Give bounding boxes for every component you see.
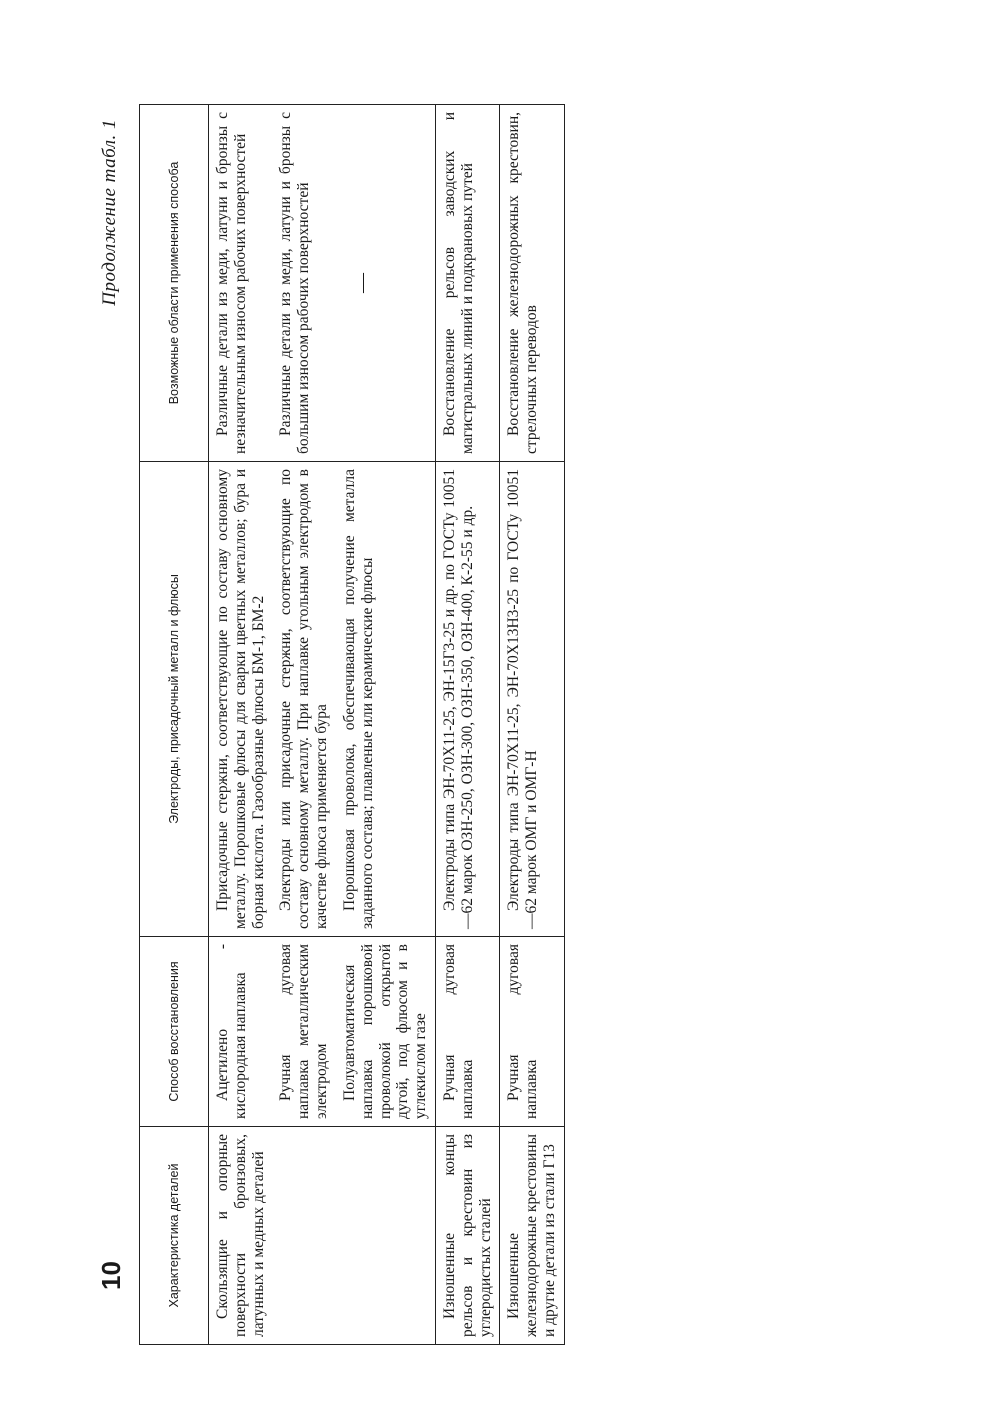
cell-application [209, 105, 273, 462]
table-header-row [140, 105, 209, 1345]
cell-method-text: Ручная дуговая наплавка [505, 944, 541, 1119]
table-row [336, 105, 436, 1345]
cell-application-dash: — [350, 273, 373, 293]
table-row [272, 105, 335, 1345]
cell-method [209, 937, 273, 1127]
cell-method-text: Полуавтоматическая наплавка порошковой проволокой открытой дугой, под флюсом и в углекислом газе [340, 944, 430, 1119]
cell-part-text: Скользящие и опорные поверхности бронзовых, латунных и медных деталей [214, 1134, 267, 1337]
cell-part-text: Изношенные концы рельсов и крестовин из углеродистых сталей [440, 1134, 494, 1337]
cell-method-text: Ацетилено - кислородная наплавка [214, 944, 249, 1119]
header-part-characteristics: Характеристика деталей [140, 1127, 209, 1345]
cell-application-text: Восстановление рельсов заводских и магистральных линий и подкрановых путей [440, 112, 476, 454]
table-row [435, 105, 499, 1345]
table-row [500, 105, 564, 1345]
cell-materials [435, 462, 499, 937]
header-restoration-method: Способ восстановления [140, 937, 209, 1127]
table-caption: Продолжение табл. 1 [99, 119, 120, 306]
rotated-table-page [95, 105, 865, 1345]
cell-materials-text: Электроды или присадочные стержни, соответствующие по составу основному металлу. При наплавке угольным электродом в качестве флюса применяется бура [277, 469, 331, 929]
cell-part [272, 1127, 335, 1345]
cell-part [336, 1127, 436, 1345]
cell-materials [336, 462, 436, 937]
cell-method [435, 937, 499, 1127]
header-electrodes-materials: Электроды, присадочный металл и флюсы [140, 462, 209, 937]
cell-method [272, 937, 335, 1127]
cell-method-text: Ручная дуговая наплавка металлическим электродом [277, 944, 331, 1119]
cell-method [336, 937, 436, 1127]
cell-application-text: Различные детали из меди, латуни и бронзы с большим износом рабочих поверхностей [277, 112, 313, 454]
cell-part-text: Изношенные железнодорожные крестовины и другие детали из стали Г13 [505, 1134, 558, 1337]
cell-part [500, 1127, 564, 1345]
cell-part [209, 1127, 273, 1345]
cell-method-text: Ручная дуговая наплавка [440, 944, 476, 1119]
materials-table [139, 104, 565, 1345]
cell-materials-text: Электроды типа ЭН-70Х11-25, ЭН-70Х13Н3-25 по ГОСТу 10051—62 марок ОМГ и ОМГ-Н [505, 469, 541, 929]
cell-application [272, 105, 335, 462]
cell-materials-text: Присадочные стержни, соответствующие по составу основному металлу. Порошковые флюсы для сварки цветных металлов; бура и борная кислота. Газообразные флюсы БМ-1, БМ-2 [214, 469, 267, 929]
cell-application-text: Восстановление железнодорожных крестовин, стрелочных переводов [505, 112, 541, 454]
cell-application-text: Различные детали из меди, латуни и бронзы с незначительным износом рабочих поверхностей [214, 112, 249, 454]
table-row [209, 105, 273, 1345]
cell-materials [272, 462, 335, 937]
cell-materials [209, 462, 273, 937]
page-number: 10 [96, 1261, 126, 1290]
cell-materials-text: Порошковая проволока, обеспечивающая получение металла заданного состава; плавленые или керамические флюсы [340, 469, 376, 929]
cell-application [500, 105, 564, 462]
cell-application [336, 105, 436, 462]
cell-method [500, 937, 564, 1127]
cell-materials [500, 462, 564, 937]
cell-application [435, 105, 499, 462]
cell-part [435, 1127, 499, 1345]
header-application-areas: Возможные области применения способа [140, 105, 209, 462]
cell-materials-text: Электроды типа ЭН-70Х11-25, ЭН-15Г3-25 и др. по ГОСТу 10051—62 марок ОЗН-250, ОЗН-300, ОЗН-350, ОЗН-400, К-2-55 и др. [440, 469, 476, 929]
